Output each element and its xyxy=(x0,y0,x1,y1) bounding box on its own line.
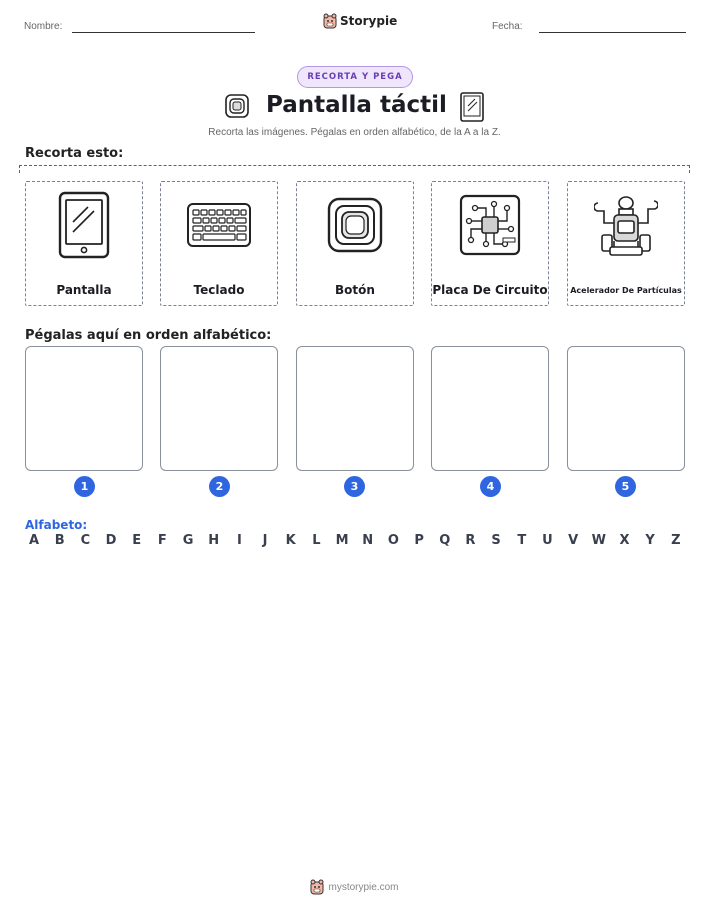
alphabet-letter: A xyxy=(28,533,40,548)
card-label-teclado: Teclado xyxy=(193,283,245,297)
alphabet-letter: Z xyxy=(671,533,681,548)
alphabet-letter: D xyxy=(105,533,117,548)
paste-box-4[interactable] xyxy=(431,346,549,471)
tablet-icon xyxy=(57,191,111,259)
alphabet-letter: V xyxy=(568,533,579,548)
alphabet-letter: F xyxy=(157,533,167,548)
footer-url: mystorypie.com xyxy=(328,881,399,893)
storypie-mascot-icon xyxy=(310,879,324,895)
alphabet-letter: W xyxy=(591,533,606,548)
alphabet-letter: Q xyxy=(439,533,451,548)
cut-card-pantalla[interactable] xyxy=(25,181,143,306)
alphabet-letter: K xyxy=(285,533,296,548)
tablet-icon xyxy=(459,92,485,122)
cut-section-label: Recorta esto: xyxy=(25,146,124,161)
particle-accelerator-icon xyxy=(594,191,658,259)
alphabet-letter: X xyxy=(619,533,630,548)
card-label-pantalla: Pantalla xyxy=(56,283,112,297)
alphabet-label: Alfabeto: xyxy=(25,518,88,532)
cut-card-placa[interactable] xyxy=(431,181,549,306)
alphabet-letter: O xyxy=(387,533,399,548)
cut-card-teclado[interactable] xyxy=(160,181,278,306)
alphabet-letter: B xyxy=(54,533,65,548)
card-label-acelerador: Acelerador De Partículas xyxy=(570,286,682,295)
number-badge-3: 3 xyxy=(344,476,365,497)
paste-section-label: Pégalas aquí en orden alfabético: xyxy=(25,328,272,343)
storypie-mascot-icon xyxy=(323,13,337,29)
footer xyxy=(0,879,709,895)
paste-box-5[interactable] xyxy=(567,346,685,471)
date-line[interactable] xyxy=(539,32,686,33)
alphabet-letter: N xyxy=(362,533,374,548)
storypie-logo xyxy=(323,13,397,29)
paste-box-3[interactable] xyxy=(296,346,414,471)
alphabet-letter: E xyxy=(132,533,142,548)
button-icon xyxy=(225,94,249,118)
instructions: Recorta las imágenes. Pégalas en orden alfabético, de la A a la Z. xyxy=(208,127,501,138)
alphabet-letter: Y xyxy=(645,533,655,548)
alphabet-letter: G xyxy=(182,533,194,548)
paste-box-2[interactable] xyxy=(160,346,278,471)
alphabet-letter: H xyxy=(208,533,220,548)
card-label-placa: Placa De Circuito xyxy=(432,283,548,297)
number-badge-1: 1 xyxy=(74,476,95,497)
number-badge-4: 4 xyxy=(480,476,501,497)
page-title: Pantalla táctil xyxy=(266,92,447,118)
cut-card-boton[interactable] xyxy=(296,181,414,306)
alphabet-letter: R xyxy=(465,533,476,548)
cut-card-acelerador[interactable] xyxy=(567,181,685,306)
alphabet-letter: I xyxy=(236,533,242,548)
alphabet-letter: J xyxy=(262,533,268,548)
title-row xyxy=(0,92,709,124)
alphabet-letter: C xyxy=(80,533,91,548)
date-label: Fecha: xyxy=(492,21,523,32)
alphabet-letter: S xyxy=(491,533,501,548)
name-line[interactable] xyxy=(72,32,255,33)
logo-text: Storypie xyxy=(340,14,398,28)
alphabet-letter: U xyxy=(542,533,553,548)
activity-badge: RECORTA Y PEGA xyxy=(297,66,413,88)
keyboard-icon xyxy=(186,202,252,248)
alphabet-letter: P xyxy=(414,533,424,548)
alphabet-letter: T xyxy=(517,533,527,548)
cut-line xyxy=(19,165,690,173)
alphabet-letter: M xyxy=(335,533,349,548)
number-badge-2: 2 xyxy=(209,476,230,497)
alphabet-row xyxy=(25,533,685,548)
paste-box-1[interactable] xyxy=(25,346,143,471)
circuit-board-icon xyxy=(459,194,521,256)
name-label: Nombre: xyxy=(24,21,63,32)
alphabet-letter: L xyxy=(312,533,321,548)
card-label-boton: Botón xyxy=(335,283,375,297)
button-icon xyxy=(327,197,383,253)
number-badge-5: 5 xyxy=(615,476,636,497)
